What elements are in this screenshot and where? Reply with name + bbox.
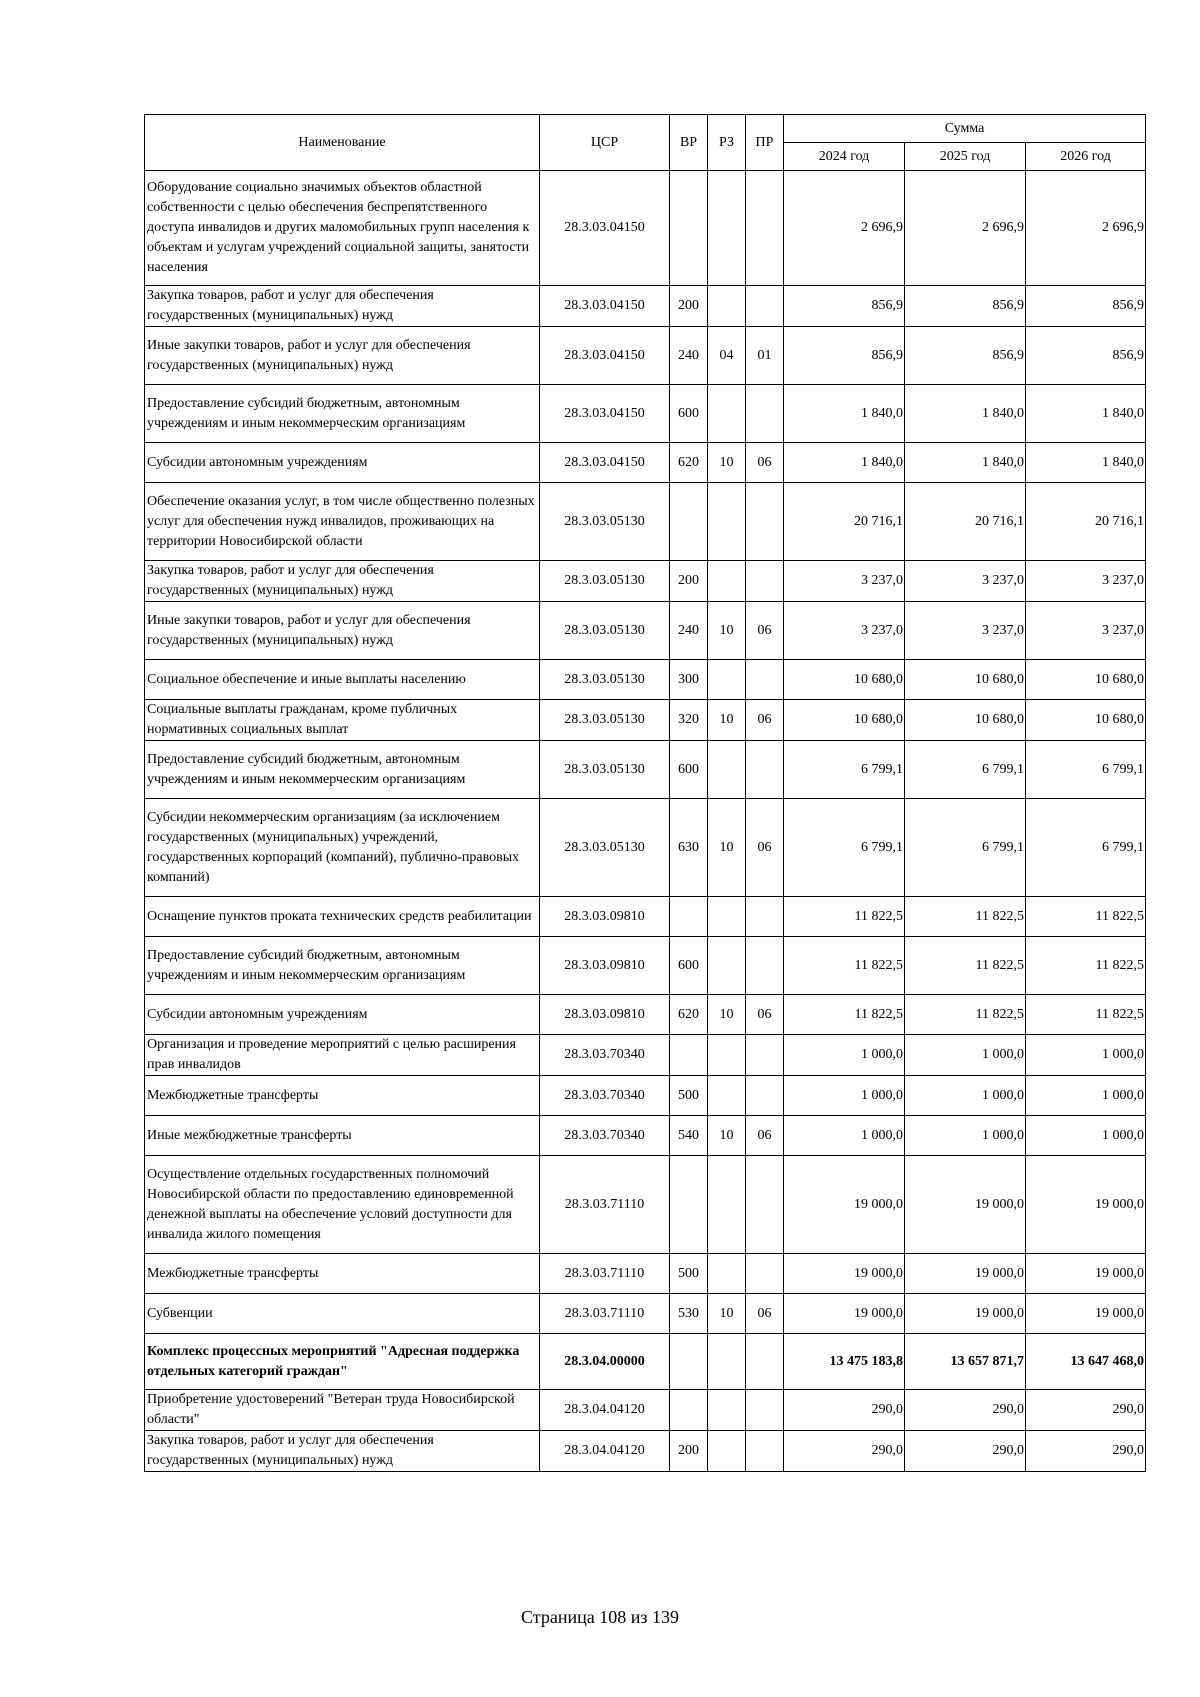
cell-2025: 10 680,0 [905, 700, 1026, 741]
cell-name: Предоставление субсидий бюджетным, автономным учреждениям и иным некоммерческим организациям [145, 937, 540, 995]
table-row [145, 799, 1146, 897]
cell-rz: 10 [708, 602, 746, 660]
table-row [145, 561, 1146, 602]
cell-name: Социальные выплаты гражданам, кроме публичных нормативных социальных выплат [145, 700, 540, 741]
header-rz: РЗ [708, 115, 746, 171]
cell-rz [708, 1390, 746, 1431]
cell-2026: 10 680,0 [1026, 660, 1146, 700]
table-row [145, 1035, 1146, 1076]
cell-2026: 856,9 [1026, 327, 1146, 385]
cell-2024: 11 822,5 [784, 995, 905, 1035]
cell-csr: 28.3.04.04120 [540, 1390, 670, 1431]
cell-2025: 10 680,0 [905, 660, 1026, 700]
cell-csr: 28.3.03.05130 [540, 602, 670, 660]
cell-pr [746, 1035, 784, 1076]
cell-rz [708, 385, 746, 443]
cell-csr: 28.3.03.05130 [540, 561, 670, 602]
table-header [145, 115, 1146, 171]
cell-rz [708, 561, 746, 602]
cell-2025: 19 000,0 [905, 1156, 1026, 1254]
table-row [145, 1334, 1146, 1390]
cell-2026: 11 822,5 [1026, 897, 1146, 937]
cell-rz [708, 741, 746, 799]
cell-name: Оснащение пунктов проката технических средств реабилитации [145, 897, 540, 937]
cell-name: Организация и проведение мероприятий с целью расширения прав инвалидов [145, 1035, 540, 1076]
cell-name: Осуществление отдельных государственных полномочий Новосибирской области по предоставлению единовременной денежной выплаты на обеспечение условий доступности для инвалида жилого помещения [145, 1156, 540, 1254]
cell-2024: 1 000,0 [784, 1076, 905, 1116]
cell-2024: 3 237,0 [784, 602, 905, 660]
table-row [145, 660, 1146, 700]
cell-csr: 28.3.03.05130 [540, 483, 670, 561]
cell-2025: 6 799,1 [905, 741, 1026, 799]
cell-csr: 28.3.03.70340 [540, 1116, 670, 1156]
cell-rz: 10 [708, 995, 746, 1035]
header-pr: ПР [746, 115, 784, 171]
page-number: Страница 108 из 139 [521, 1607, 679, 1627]
table-row [145, 602, 1146, 660]
table-row [145, 897, 1146, 937]
table-row [145, 1254, 1146, 1294]
cell-csr: 28.3.03.04150 [540, 443, 670, 483]
cell-rz: 10 [708, 1294, 746, 1334]
cell-2024: 290,0 [784, 1431, 905, 1472]
cell-pr [746, 741, 784, 799]
cell-rz [708, 1254, 746, 1294]
cell-2025: 1 000,0 [905, 1116, 1026, 1156]
header-year-2025: 2025 год [905, 143, 1026, 171]
cell-rz [708, 1076, 746, 1116]
cell-rz [708, 1035, 746, 1076]
cell-csr: 28.3.03.05130 [540, 741, 670, 799]
cell-pr: 06 [746, 1116, 784, 1156]
header-year-2026: 2026 год [1026, 143, 1146, 171]
cell-2025: 1 000,0 [905, 1035, 1026, 1076]
cell-rz [708, 660, 746, 700]
cell-vr [670, 171, 708, 286]
cell-vr [670, 1035, 708, 1076]
table-row [145, 286, 1146, 327]
cell-vr [670, 1390, 708, 1431]
table-row [145, 995, 1146, 1035]
cell-pr [746, 937, 784, 995]
cell-2025: 19 000,0 [905, 1294, 1026, 1334]
cell-vr: 200 [670, 561, 708, 602]
cell-rz [708, 1431, 746, 1472]
cell-name: Закупка товаров, работ и услуг для обеспечения государственных (муниципальных) нужд [145, 286, 540, 327]
header-year-2024: 2024 год [784, 143, 905, 171]
cell-vr: 540 [670, 1116, 708, 1156]
cell-pr: 06 [746, 443, 784, 483]
cell-rz: 10 [708, 799, 746, 897]
cell-2024: 19 000,0 [784, 1156, 905, 1254]
table-row [145, 700, 1146, 741]
cell-csr: 28.3.03.71110 [540, 1156, 670, 1254]
cell-csr: 28.3.04.04120 [540, 1431, 670, 1472]
cell-2026: 11 822,5 [1026, 995, 1146, 1035]
cell-2024: 3 237,0 [784, 561, 905, 602]
cell-rz: 10 [708, 1116, 746, 1156]
cell-rz: 10 [708, 700, 746, 741]
table-row [145, 1294, 1146, 1334]
cell-2024: 13 475 183,8 [784, 1334, 905, 1390]
cell-vr [670, 1334, 708, 1390]
cell-2025: 1 000,0 [905, 1076, 1026, 1116]
cell-2026: 1 000,0 [1026, 1116, 1146, 1156]
table-row [145, 1116, 1146, 1156]
cell-pr: 06 [746, 995, 784, 1035]
cell-vr [670, 483, 708, 561]
cell-pr [746, 385, 784, 443]
cell-pr: 06 [746, 1294, 784, 1334]
cell-2026: 1 840,0 [1026, 443, 1146, 483]
table-row [145, 1156, 1146, 1254]
cell-rz [708, 483, 746, 561]
cell-pr [746, 1334, 784, 1390]
cell-pr [746, 1076, 784, 1116]
cell-2024: 856,9 [784, 327, 905, 385]
cell-rz [708, 1156, 746, 1254]
table-row [145, 1076, 1146, 1116]
cell-pr: 06 [746, 799, 784, 897]
cell-2025: 3 237,0 [905, 561, 1026, 602]
cell-name: Социальное обеспечение и иные выплаты населению [145, 660, 540, 700]
cell-2024: 290,0 [784, 1390, 905, 1431]
cell-csr: 28.3.03.09810 [540, 995, 670, 1035]
cell-2026: 6 799,1 [1026, 799, 1146, 897]
cell-2025: 20 716,1 [905, 483, 1026, 561]
cell-2026: 1 000,0 [1026, 1035, 1146, 1076]
table-body [145, 171, 1146, 1472]
cell-name: Межбюджетные трансферты [145, 1254, 540, 1294]
cell-2026: 6 799,1 [1026, 741, 1146, 799]
cell-rz [708, 937, 746, 995]
cell-csr: 28.3.03.71110 [540, 1294, 670, 1334]
cell-rz [708, 1334, 746, 1390]
header-sum: Сумма [784, 115, 1146, 143]
cell-2026: 20 716,1 [1026, 483, 1146, 561]
cell-2026: 856,9 [1026, 286, 1146, 327]
cell-2026: 19 000,0 [1026, 1156, 1146, 1254]
cell-2025: 1 840,0 [905, 443, 1026, 483]
cell-pr [746, 561, 784, 602]
cell-name: Закупка товаров, работ и услуг для обеспечения государственных (муниципальных) нужд [145, 561, 540, 602]
cell-name: Предоставление субсидий бюджетным, автономным учреждениям и иным некоммерческим организациям [145, 741, 540, 799]
cell-vr: 620 [670, 995, 708, 1035]
cell-csr: 28.3.03.09810 [540, 897, 670, 937]
cell-2026: 1 000,0 [1026, 1076, 1146, 1116]
cell-2024: 10 680,0 [784, 660, 905, 700]
cell-name: Приобретение удостоверений "Ветеран труда Новосибирской области" [145, 1390, 540, 1431]
cell-name: Субсидии автономным учреждениям [145, 443, 540, 483]
cell-vr: 320 [670, 700, 708, 741]
table-row [145, 171, 1146, 286]
cell-2024: 6 799,1 [784, 741, 905, 799]
cell-name: Субвенции [145, 1294, 540, 1334]
cell-vr [670, 1156, 708, 1254]
cell-pr [746, 1156, 784, 1254]
cell-2025: 13 657 871,7 [905, 1334, 1026, 1390]
cell-rz [708, 286, 746, 327]
cell-pr: 06 [746, 700, 784, 741]
cell-2026: 19 000,0 [1026, 1294, 1146, 1334]
cell-csr: 28.3.03.04150 [540, 286, 670, 327]
cell-vr: 600 [670, 937, 708, 995]
header-csr: ЦСР [540, 115, 670, 171]
cell-2026: 2 696,9 [1026, 171, 1146, 286]
cell-pr [746, 171, 784, 286]
cell-2026: 290,0 [1026, 1390, 1146, 1431]
cell-name: Обеспечение оказания услуг, в том числе общественно полезных услуг для обеспечения нужд инвалидов, проживающих на территории Новосибирской области [145, 483, 540, 561]
cell-2025: 11 822,5 [905, 995, 1026, 1035]
cell-pr: 01 [746, 327, 784, 385]
cell-csr: 28.3.03.05130 [540, 799, 670, 897]
cell-name: Субсидии автономным учреждениям [145, 995, 540, 1035]
cell-2025: 856,9 [905, 327, 1026, 385]
cell-name: Комплекс процессных мероприятий "Адресная поддержка отдельных категорий граждан" [145, 1334, 540, 1390]
cell-rz: 04 [708, 327, 746, 385]
cell-2026: 3 237,0 [1026, 602, 1146, 660]
cell-pr [746, 483, 784, 561]
cell-2024: 11 822,5 [784, 937, 905, 995]
cell-2026: 13 647 468,0 [1026, 1334, 1146, 1390]
cell-2024: 19 000,0 [784, 1294, 905, 1334]
cell-2024: 19 000,0 [784, 1254, 905, 1294]
cell-vr: 500 [670, 1254, 708, 1294]
cell-vr: 240 [670, 327, 708, 385]
table-row [145, 385, 1146, 443]
cell-name: Иные закупки товаров, работ и услуг для обеспечения государственных (муниципальных) нужд [145, 327, 540, 385]
cell-2025: 290,0 [905, 1431, 1026, 1472]
cell-2026: 290,0 [1026, 1431, 1146, 1472]
cell-2024: 1 840,0 [784, 385, 905, 443]
header-name: Наименование [145, 115, 540, 171]
cell-vr: 200 [670, 1431, 708, 1472]
cell-name: Закупка товаров, работ и услуг для обеспечения государственных (муниципальных) нужд [145, 1431, 540, 1472]
header-vr: ВР [670, 115, 708, 171]
cell-csr: 28.3.03.70340 [540, 1076, 670, 1116]
cell-2024: 20 716,1 [784, 483, 905, 561]
cell-rz [708, 171, 746, 286]
cell-csr: 28.3.03.04150 [540, 327, 670, 385]
cell-2026: 19 000,0 [1026, 1254, 1146, 1294]
cell-2025: 11 822,5 [905, 937, 1026, 995]
cell-csr: 28.3.04.00000 [540, 1334, 670, 1390]
cell-rz [708, 897, 746, 937]
cell-2025: 290,0 [905, 1390, 1026, 1431]
cell-vr: 630 [670, 799, 708, 897]
cell-pr [746, 1431, 784, 1472]
cell-2026: 3 237,0 [1026, 561, 1146, 602]
cell-2025: 856,9 [905, 286, 1026, 327]
cell-vr: 600 [670, 741, 708, 799]
cell-csr: 28.3.03.71110 [540, 1254, 670, 1294]
cell-2024: 1 000,0 [784, 1035, 905, 1076]
cell-2024: 856,9 [784, 286, 905, 327]
cell-2025: 11 822,5 [905, 897, 1026, 937]
cell-vr: 530 [670, 1294, 708, 1334]
cell-name: Межбюджетные трансферты [145, 1076, 540, 1116]
table-row [145, 937, 1146, 995]
cell-2025: 1 840,0 [905, 385, 1026, 443]
cell-2024: 6 799,1 [784, 799, 905, 897]
table-row [145, 327, 1146, 385]
cell-vr: 300 [670, 660, 708, 700]
cell-pr: 06 [746, 602, 784, 660]
table-row [145, 1390, 1146, 1431]
table-row [145, 483, 1146, 561]
cell-csr: 28.3.03.05130 [540, 700, 670, 741]
cell-pr [746, 660, 784, 700]
table-row [145, 443, 1146, 483]
cell-name: Предоставление субсидий бюджетным, автономным учреждениям и иным некоммерческим организациям [145, 385, 540, 443]
cell-2024: 2 696,9 [784, 171, 905, 286]
cell-csr: 28.3.03.70340 [540, 1035, 670, 1076]
cell-vr: 620 [670, 443, 708, 483]
cell-name: Иные межбюджетные трансферты [145, 1116, 540, 1156]
cell-name: Оборудование социально значимых объектов областной собственности с целью обеспечения беспрепятственного доступа инвалидов и других маломобильных групп населения к объектам и услугам учреждений социальной защиты, занятости населения [145, 171, 540, 286]
cell-vr: 600 [670, 385, 708, 443]
cell-2024: 10 680,0 [784, 700, 905, 741]
cell-vr: 500 [670, 1076, 708, 1116]
cell-2026: 10 680,0 [1026, 700, 1146, 741]
cell-2025: 3 237,0 [905, 602, 1026, 660]
cell-vr: 240 [670, 602, 708, 660]
cell-pr [746, 1390, 784, 1431]
header-row-top [145, 115, 1146, 143]
cell-2026: 1 840,0 [1026, 385, 1146, 443]
cell-pr [746, 897, 784, 937]
cell-2024: 1 840,0 [784, 443, 905, 483]
cell-rz: 10 [708, 443, 746, 483]
cell-2025: 2 696,9 [905, 171, 1026, 286]
cell-csr: 28.3.03.05130 [540, 660, 670, 700]
cell-csr: 28.3.03.04150 [540, 171, 670, 286]
cell-vr: 200 [670, 286, 708, 327]
cell-name: Иные закупки товаров, работ и услуг для обеспечения государственных (муниципальных) нужд [145, 602, 540, 660]
cell-pr [746, 286, 784, 327]
table-row [145, 1431, 1146, 1472]
cell-vr [670, 897, 708, 937]
cell-2024: 11 822,5 [784, 897, 905, 937]
cell-2024: 1 000,0 [784, 1116, 905, 1156]
cell-csr: 28.3.03.04150 [540, 385, 670, 443]
cell-2025: 19 000,0 [905, 1254, 1026, 1294]
cell-2026: 11 822,5 [1026, 937, 1146, 995]
budget-table [144, 114, 1146, 1472]
table-row [145, 741, 1146, 799]
cell-pr [746, 1254, 784, 1294]
cell-name: Субсидии некоммерческим организациям (за исключением государственных (муниципальных) учреждений, государственных корпораций (компаний), публично-правовых компаний) [145, 799, 540, 897]
cell-csr: 28.3.03.09810 [540, 937, 670, 995]
cell-2025: 6 799,1 [905, 799, 1026, 897]
